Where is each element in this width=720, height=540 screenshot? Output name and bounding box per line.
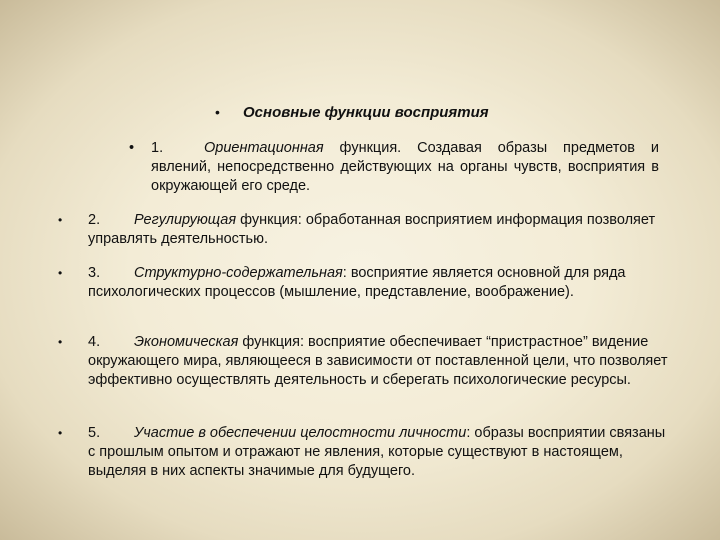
item-term: Структурно-содержательная [134, 265, 343, 281]
item-number: 1. [151, 140, 164, 156]
item-description: : восприятие является основной для ряда психологических процессов (мышление, представление, воображение). [88, 265, 626, 300]
list-item-1 [129, 139, 659, 196]
item-text [151, 139, 659, 196]
list-item-3 [58, 264, 668, 302]
bullet: • [58, 266, 63, 280]
item-description: : образы восприятии связаны с прошлым опытом и отражают не явления, которые существуют в настоящем, выделяя в них аспекты значимые для будущего. [88, 425, 666, 479]
bullet: • [58, 213, 63, 227]
item-term: Экономическая [134, 334, 239, 350]
bullet: • [58, 426, 63, 440]
item-text [88, 211, 668, 249]
item-text [88, 264, 668, 302]
bullet: • [215, 104, 220, 120]
slide-title: Основные функции восприятия [243, 104, 489, 121]
item-term: Ориентационная [204, 140, 324, 156]
item-number: 3. [88, 265, 101, 281]
list-item-4 [58, 333, 668, 390]
item-number: 4. [88, 334, 101, 350]
item-number: 2. [88, 212, 101, 228]
list-item-5 [58, 424, 668, 481]
item-text [88, 333, 668, 390]
list-item-2 [58, 211, 668, 249]
bullet: • [58, 335, 63, 349]
item-term: Участие в обеспечении целостности личности [134, 425, 467, 441]
item-text [88, 424, 668, 481]
item-description: функция: обработанная восприятием информация позволяет управлять деятельностью. [88, 212, 656, 247]
item-description: функция. Создавая образы предметов и явлений, непосредственно действующих на органы чувств, восприятия в окружающей его среде. [151, 140, 659, 194]
item-number: 5. [88, 425, 101, 441]
item-description: функция: восприятие обеспечивает “пристрастное” видение окружающего мира, являющееся в зависимости от поставленной цели, что позволяет эффективно осуществлять деятельность и сберегать психологические ресурсы. [88, 334, 668, 388]
bullet: • [129, 140, 135, 156]
item-term: Регулирующая [134, 212, 237, 228]
